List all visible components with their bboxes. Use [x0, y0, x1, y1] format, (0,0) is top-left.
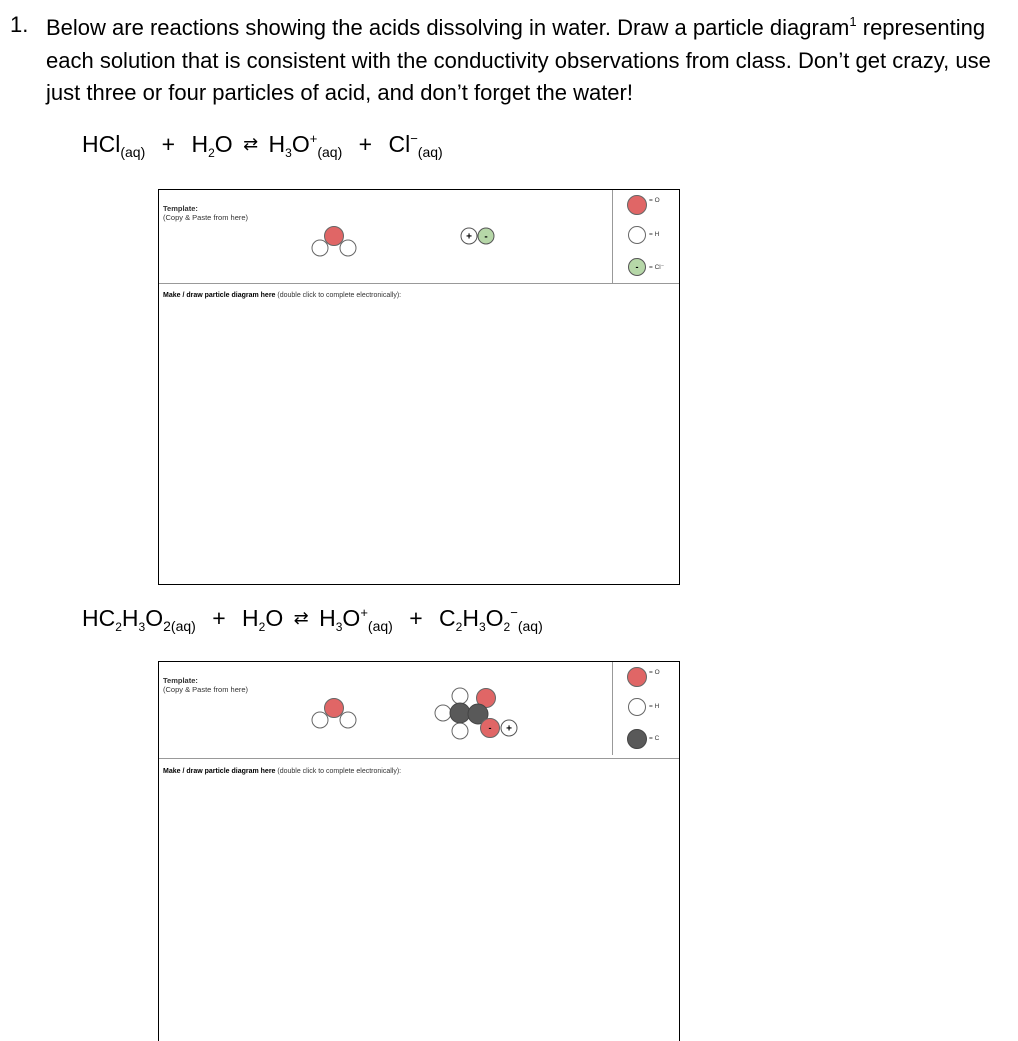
template-divider	[159, 283, 679, 284]
footnote-marker[interactable]: 1	[849, 14, 857, 29]
legend-hydrogen-icon	[626, 224, 648, 246]
template-label	[163, 204, 248, 222]
draw-label-bold: Make / draw particle diagram here	[163, 768, 276, 775]
acetate-charge-symbol: -	[488, 723, 492, 733]
legend-chloride-label: = Cl⁻	[649, 264, 665, 271]
draw-area-label	[163, 292, 401, 299]
oxygen-atom	[325, 699, 344, 718]
hydronium-chloride-template[interactable]	[459, 224, 499, 248]
eq2-acetate-sub1: 2	[455, 620, 463, 634]
drawing-area[interactable]	[159, 782, 679, 1041]
legend-oxygen-label: = O	[649, 669, 660, 676]
eq2-water-o: O	[265, 605, 284, 631]
eq2-water-sub: 2	[258, 620, 266, 634]
eq2-acetate-o: O	[485, 605, 504, 631]
hydrogen-atom	[340, 712, 356, 728]
particle-diagram-box-hcl	[158, 189, 680, 585]
eq2-acetate-charge: −	[510, 605, 518, 620]
template-divider	[159, 758, 679, 759]
eq1-chloride-charge: −	[410, 131, 418, 146]
eq1-hydronium-o: O	[291, 131, 310, 157]
eq2-equilibrium-arrow: ⇄	[293, 608, 309, 628]
hydrogen-atom	[452, 688, 468, 704]
carbon-atom	[450, 703, 470, 723]
eq2-acid-sub1: 2	[115, 620, 122, 634]
hydrogen-atom	[340, 240, 356, 256]
hydrogen-atom	[312, 712, 328, 728]
template-label	[163, 676, 248, 694]
legend-carbon-label: = C	[649, 735, 660, 742]
eq1-hydronium-charge: +	[309, 131, 318, 146]
eq2-acid-h: H	[121, 605, 139, 631]
eq1-equilibrium-arrow: ⇄	[243, 134, 259, 154]
eq2-plus-2: +	[409, 605, 423, 631]
legend-hydrogen-label: = H	[649, 231, 660, 238]
eq2-hydronium-h: H	[319, 605, 336, 631]
eq2-hydronium-charge: +	[360, 605, 368, 620]
eq1-hydronium-sub: 3	[285, 146, 292, 160]
legend-oxygen-label: = O	[649, 197, 660, 204]
draw-label-rest: (double click to complete electronically):	[275, 292, 402, 299]
legend-chloride-charge: -	[635, 262, 639, 272]
template-subtitle: (Copy & Paste from here)	[163, 213, 249, 222]
eq2-acid-hc: HC	[82, 605, 116, 631]
legend-carbon-icon	[626, 728, 648, 750]
water-molecule-template[interactable]	[311, 224, 361, 260]
eq1-water-sub: 2	[208, 146, 215, 160]
question-number: 1.	[10, 12, 29, 37]
legend-chloride-icon	[626, 256, 648, 278]
positive-charge-symbol: +	[466, 231, 472, 243]
eq1-plus-1: +	[161, 131, 176, 157]
question-text	[46, 12, 1006, 110]
eq1-hydronium-h: H	[268, 131, 286, 157]
legend-divider	[612, 662, 613, 755]
template-subtitle: (Copy & Paste from here)	[163, 685, 249, 694]
eq2-acetate-c: C	[439, 605, 456, 631]
legend-hydrogen-label: = H	[649, 703, 660, 710]
eq2-plus-1: +	[212, 605, 226, 631]
eq1-state-hcl: (aq)	[120, 144, 146, 160]
hydrogen-atom	[452, 723, 468, 739]
oxygen-atom	[325, 227, 344, 246]
eq1-water-o: O	[214, 131, 233, 157]
eq2-hydronium-o: O	[342, 605, 361, 631]
legend-oxygen-icon	[626, 194, 648, 216]
eq1-state-chloride: (aq)	[417, 144, 443, 160]
eq1-state-hydronium: (aq)	[317, 144, 343, 160]
eq2-state-acid: 2(aq)	[163, 618, 196, 634]
particle-diagram-box-acetic	[158, 661, 680, 1041]
eq1-plus-2: +	[358, 131, 373, 157]
eq2-acetate-h: H	[462, 605, 479, 631]
eq2-acetate-sub3: 2	[503, 620, 511, 634]
eq2-state-acetate: (aq)	[517, 618, 543, 634]
draw-label-bold: Make / draw particle diagram here	[163, 292, 276, 299]
drawing-area[interactable]	[159, 306, 679, 584]
question-text-part1: Below are reactions showing the acids dissolving in water. Draw a particle diagram	[46, 15, 850, 40]
question-text-part2: representing each solution that is consistent with the conductivity observations from class. Don’t get crazy, use just three or four particles of acid, and don’t forget the water!	[46, 15, 991, 105]
legend-hydrogen-icon	[626, 696, 648, 718]
negative-charge-symbol: -	[484, 231, 488, 243]
acetate-hydrogen-template[interactable]	[431, 684, 527, 746]
eq1-chloride: Cl	[388, 131, 411, 157]
water-molecule-template[interactable]	[311, 696, 361, 732]
template-title: Template:	[163, 204, 198, 213]
eq2-state-hydronium: (aq)	[367, 618, 393, 634]
eq2-acid-sub2: 3	[138, 620, 146, 634]
eq1-hcl: HCl	[82, 131, 121, 157]
draw-label-rest: (double click to complete electronically):	[275, 768, 402, 775]
draw-area-label	[163, 768, 401, 775]
legend-divider	[612, 190, 613, 283]
eq2-water-h: H	[242, 605, 259, 631]
eq2-acetate-sub2: 3	[478, 620, 486, 634]
equation-hcl	[82, 131, 443, 158]
hydrogen-atom	[312, 240, 328, 256]
hydrogen-atom	[435, 705, 451, 721]
eq2-hydronium-sub: 3	[335, 620, 343, 634]
template-title: Template:	[163, 676, 198, 685]
eq1-water-h: H	[191, 131, 209, 157]
eq2-acid-o: O	[145, 605, 164, 631]
legend-oxygen-icon	[626, 666, 648, 688]
equation-acetic-acid	[82, 605, 543, 632]
positive-charge-symbol: +	[506, 723, 512, 735]
